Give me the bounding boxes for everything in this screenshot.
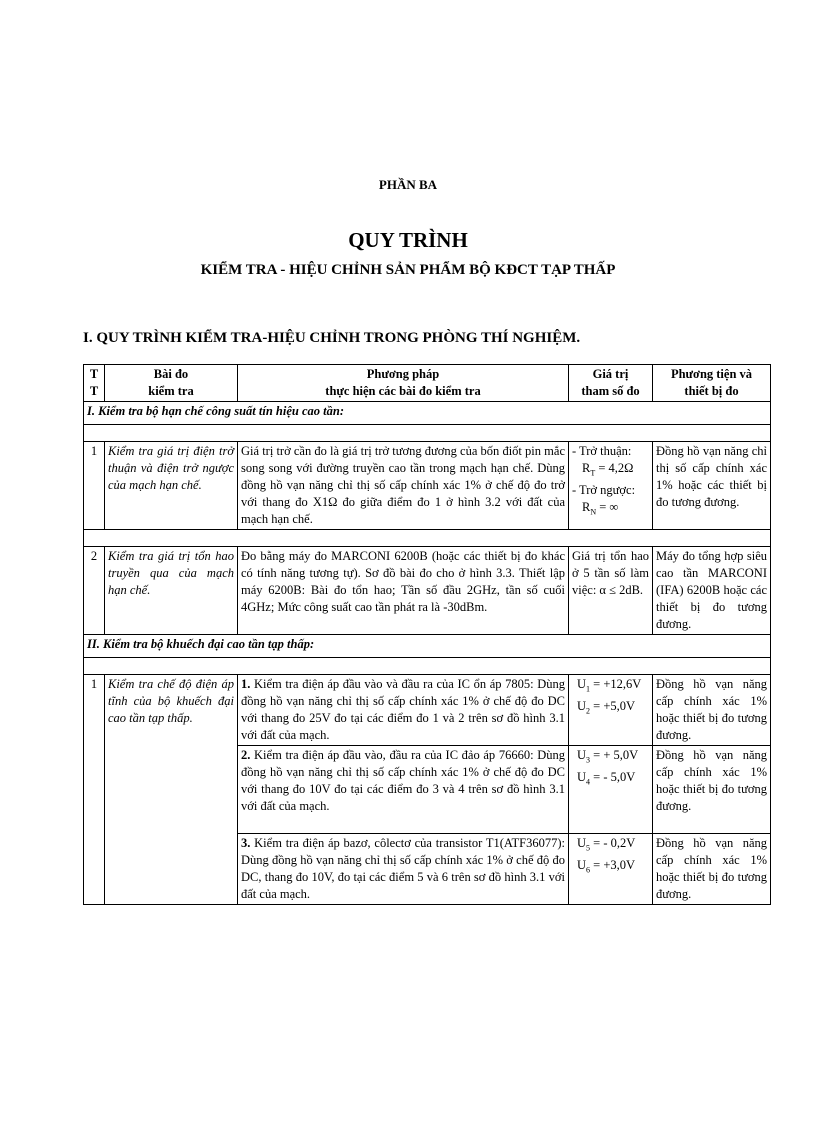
spacer-row	[84, 425, 771, 442]
spacer-row	[84, 658, 771, 675]
equipment-text: Đồng hồ vạn năng cấp chính xác 1% hoặc thiết bị đo tương đương.	[653, 746, 771, 834]
equipment-text: Đồng hồ vạn năng cấp chính xác 1% hoặc thiết bị đo tương đương.	[653, 834, 771, 905]
value-cell: $U_3$ = + 5,0V $U_4$ = - 5,0V	[569, 746, 653, 834]
test-name: Kiểm tra chế độ điện áp tĩnh của bộ khuếch đại cao tần tạp thấp.	[105, 675, 238, 905]
table-header-row	[84, 365, 771, 402]
value-cell: $U_5$ = - 0,2V $U_6 = +3,0V$	[569, 834, 653, 905]
header-tt: T T	[84, 365, 105, 402]
method-text: Đo bằng máy đo MARCONI 6200B (hoặc các thiết bị đo khác có tính năng tương tự). Sơ đồ bài đo cho ở hình 3.3. Thiết lập máy 6200B: Bài đo tổn hao; Tần số đầu 2GHz, tần số cuối 4GHz; Mức công suất cao tần phát ra là -30dBm.	[238, 547, 569, 635]
table-row	[84, 675, 771, 746]
header-equipment: Phương tiện và thiết bị đo	[653, 365, 771, 402]
table-row	[84, 547, 771, 635]
section-heading: I. QUY TRÌNH KIỂM TRA-HIỆU CHỈNH TRONG PHÒNG THÍ NGHIỆM.	[83, 330, 581, 346]
method-text: 3. Kiểm tra điện áp bazơ, côlectơ của transistor T1(ATF36077): Dùng đồng hồ vạn năng chỉ thị số cấp chính xác 1% ở chế độ đo DC, thang đo 10V, đo tại các điểm 5 và 6 trên sơ đồ hình 3.1 với đất của mạch.	[238, 834, 569, 905]
document-subtitle: KIỂM TRA - HIỆU CHỈNH SẢN PHẨM BỘ KĐCT TẠP THẤP	[200, 262, 616, 278]
equipment-text: Đồng hồ vạn năng cấp chính xác 1% hoặc thiết bị đo tương đương.	[653, 675, 771, 746]
test-name: Kiểm tra giá trị điện trở thuận và điện trở ngược của mạch hạn chế.	[105, 442, 238, 530]
equipment-text: Đồng hồ vạn năng chỉ thị số cấp chính xác 1% hoặc các thiết bị đo tương đương.	[653, 442, 771, 530]
value-cell: $U_1 = +12,6V$ $U_2 = +5,0V$	[569, 675, 653, 746]
method-text: Giá trị trở cần đo là giá trị trở tương đương của bốn điốt pin mắc song song với đường truyền cao tần trong mạch hạn chế. Dùng đồng hồ vạn năng chỉ thị số cấp chính xác 1% ở chế độ đo trở với thang đo X1Ω đo giữa điểm đo 1 ở hình 3.2 với đất của mạch hạn chế.	[238, 442, 569, 530]
row-number: 1	[84, 442, 105, 530]
header-test: Bài đo kiểm tra	[105, 365, 238, 402]
method-text: 1. Kiểm tra điện áp đầu vào và đầu ra của IC ổn áp 7805: Dùng đồng hồ vạn năng chỉ thị số cấp chính xác 1% ở chế độ đo DC với thang đo 25V đo tại các điểm đo 1 và 2 trên sơ đồ hình 3.1 với đất của mạch.	[238, 675, 569, 746]
header-value: Giá trị tham số đo	[569, 365, 653, 402]
value-cell: - Trở thuận: $R_T = 4,2\Omega$ - Trở ngược: $R_N$ = ∞	[569, 442, 653, 530]
section-row	[84, 635, 771, 658]
row-number: 2	[84, 547, 105, 635]
row-number: 1	[84, 675, 105, 905]
value-text: Giá trị tổn hao ở 5 tần số làm việc: α ≤ 2dB.	[569, 547, 653, 635]
method-text: 2. Kiểm tra điện áp đầu vào, đầu ra của IC đảo áp 76660: Dùng đồng hồ vạn năng chỉ thị số cấp chính xác 1% ở chế độ đo DC với thang đo 10V đo tại các điểm đo 3 và 4 trên sơ đồ hình 3.1 với đất của mạch.	[238, 746, 569, 834]
spacer-row	[84, 530, 771, 547]
table-row	[84, 442, 771, 530]
section1-title: I. Kiểm tra bộ hạn chế công suất tín hiệu cao tần:	[84, 402, 771, 425]
equipment-text: Máy đo tổng hợp siêu cao tần MARCONI (IFA) 6200B hoặc các thiết bị đo tương đương.	[653, 547, 771, 635]
procedure-table	[83, 364, 771, 905]
document-title: QUY TRÌNH	[348, 228, 468, 252]
test-name: Kiểm tra giá trị tổn hao truyền qua của mạch hạn chế.	[105, 547, 238, 635]
part-label: PHẦN BA	[378, 177, 438, 192]
header-method: Phương pháp thực hiện các bài đo kiểm tra	[238, 365, 569, 402]
section-row	[84, 402, 771, 425]
section2-title: II. Kiểm tra bộ khuếch đại cao tần tạp thấp:	[84, 635, 771, 658]
